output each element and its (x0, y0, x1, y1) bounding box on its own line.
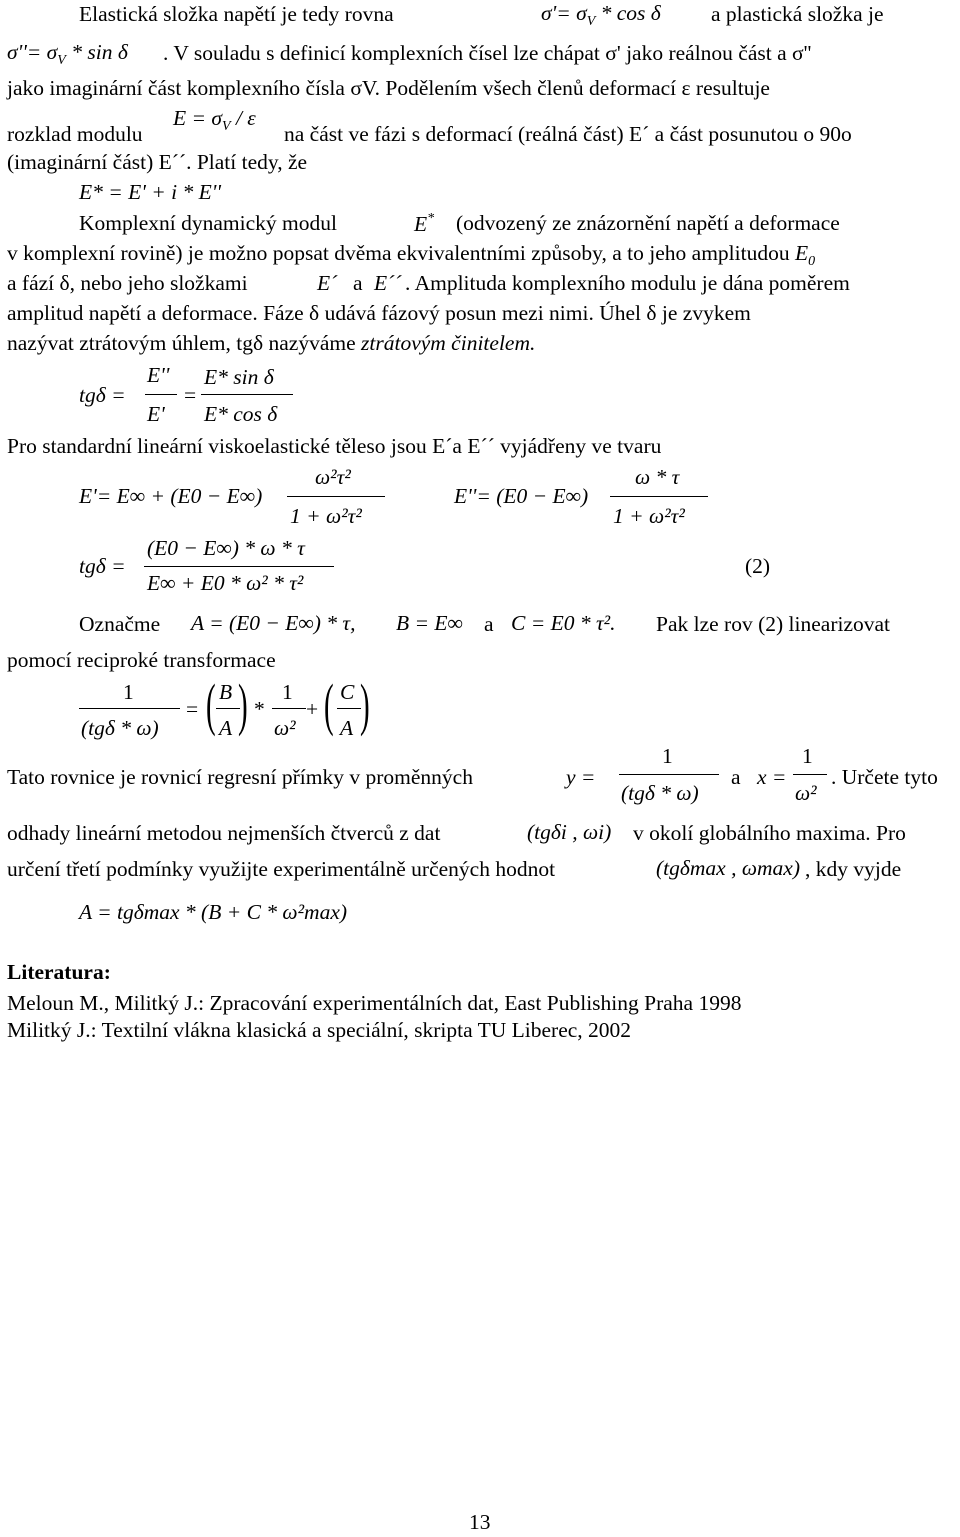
text-line: určení třetí podmínky využijte experimentálně určených hodnot (7, 857, 556, 881)
eq4-lhs: tgδ = (79, 554, 126, 578)
paren-right: ) (238, 672, 248, 737)
eq5-B: B (219, 680, 233, 704)
data-pair: (tgδi , ωi) (527, 820, 612, 844)
equation-complex-modulus: E* = E' + i * E'' (79, 180, 221, 204)
fraction-bar (287, 496, 385, 497)
eq3-den2: 1 + ω²τ² (613, 504, 685, 528)
x-den: ω² (795, 781, 817, 805)
symbol-E-prime: E´ (317, 271, 338, 295)
references-heading: Literatura: (7, 960, 111, 984)
text-line: v okolí globálního maxima. Pro (633, 821, 906, 845)
text-line: na část ve fázi s deformací (reálná část) E´ a část posunutou o 90o (284, 122, 852, 146)
eq2-lhs: tgδ = (79, 383, 126, 407)
reference-item: Meloun M., Militký J.: Zpracování experimentálních dat, East Publishing Praha 1998 (7, 991, 742, 1015)
equation-label: (2) (745, 554, 771, 578)
text-line: (odvozený ze znázornění napětí a deformace (456, 211, 840, 235)
equation-sigma-prime: $\sigma'= \sigma_V * \cos \delta$ (541, 1, 661, 29)
text-line: Pak lze rov (2) linearizovat (656, 612, 891, 636)
text-line: odhady lineární metodou nejmenších čtverců z dat (7, 821, 441, 845)
eq5-den2: ω² (274, 716, 296, 740)
text-line: . V souladu s definicí komplexních čísel lze chápat σ' jako reálnou část a σ'' (163, 41, 812, 65)
eq3-num2: ω * τ (635, 465, 680, 489)
eq4-num: (E0 − E∞) * ω * τ (147, 536, 305, 560)
equation-A: A = tgδmax * (B + C * ω²max) (79, 900, 348, 924)
text-line: Elastická složka napětí je tedy rovna (79, 2, 394, 26)
text-line: rozklad modulu (7, 122, 143, 146)
equation-sigma-double-prime: $\sigma''= \sigma_V * \sin \delta$ (7, 40, 128, 68)
eq5-A1: A (219, 716, 233, 740)
text-line: (imaginární část) E´´. Platí tedy, že (7, 150, 308, 174)
eq5-A2: A (340, 716, 354, 740)
paren-left: ( (206, 672, 216, 737)
fraction-bar (619, 774, 719, 775)
text-line: . Určete tyto (831, 765, 938, 789)
eq3-den1: 1 + ω²τ² (290, 504, 362, 528)
fraction-bar (793, 774, 827, 775)
def-C: C = E0 * τ². (511, 611, 616, 635)
eq2-equals: = (184, 383, 197, 407)
eq5-num1: 1 (123, 680, 134, 704)
text-line: Komplexní dynamický modul (79, 211, 337, 235)
eq2-num2: E* sin δ (204, 365, 274, 389)
y-lhs: y = (566, 765, 596, 789)
equation-modulus: $E = \sigma_V / \varepsilon$ (173, 106, 256, 134)
fraction-bar (145, 394, 177, 395)
eq2-den2: E* cos δ (204, 402, 278, 426)
text-line: a (484, 612, 494, 636)
paren-right: ) (360, 672, 370, 737)
eq3-lhs2: E''= (E0 − E∞) (454, 484, 589, 508)
eq5-den1: (tgδ * ω) (81, 716, 159, 740)
text-line: Označme (79, 612, 161, 636)
text-line: , kdy vyjde (805, 857, 902, 881)
text-line: a plastická složka je (711, 2, 884, 26)
y-num: 1 (662, 744, 673, 768)
def-A: A = (E0 − E∞) * τ, (191, 611, 356, 635)
text-line: a (731, 765, 741, 789)
fraction-bar (337, 708, 361, 709)
def-B: B = E∞ (396, 611, 463, 635)
fraction-bar (144, 566, 334, 567)
fraction-bar (272, 708, 306, 709)
text-line: . Amplituda komplexního modulu je dána poměrem (405, 271, 850, 295)
max-pair: (tgδmax , ωmax) (656, 856, 800, 880)
text-line: v komplexní rovině) je možno popsat dvěma ekvivalentními způsoby, a to jeho amplitudou $E_0$ (7, 241, 816, 269)
text-line: Tato rovnice je rovnicí regresní přímky v proměnných (7, 765, 473, 789)
text-line: a fází δ, nebo jeho složkami (7, 271, 248, 295)
eq5-equals: = (186, 697, 199, 721)
eq2-den1: E' (147, 402, 165, 426)
fraction-bar (610, 496, 708, 497)
eq5-plus: + (306, 697, 319, 721)
paren-left: ( (324, 672, 334, 737)
text-line: amplitud napětí a deformace. Fáze δ udává fázový posun mezi nimi. Úhel δ je zvykem (7, 301, 751, 325)
eq5-mul: * (254, 697, 265, 721)
reference-item: Militký J.: Textilní vlákna klasická a speciální, skripta TU Liberec, 2002 (7, 1018, 632, 1042)
text-line: a (353, 271, 363, 295)
page-number: 13 (469, 1510, 491, 1534)
symbol-E-star: E* (414, 211, 435, 236)
text-line: Pro standardní lineární viskoelastické těleso jsou E´a E´´ vyjádřeny ve tvaru (7, 434, 662, 458)
text-line: nazývat ztrátovým úhlem, tgδ nazýváme ztrátovým činitelem. (7, 331, 536, 355)
symbol-E-double-prime: E´´ (374, 271, 402, 295)
eq4-den: E∞ + E0 * ω² * τ² (147, 571, 304, 595)
eq5-num2: 1 (282, 680, 293, 704)
text-line: pomocí reciproké transformace (7, 648, 276, 672)
eq3-lhs1: E'= E∞ + (E0 − E∞) (79, 484, 263, 508)
eq2-num1: E'' (147, 363, 170, 387)
fraction-bar (216, 708, 240, 709)
text-line: jako imaginární část komplexního čísla σV. Podělením všech členů deformací ε resultuje (7, 76, 770, 100)
eq3-num1: ω²τ² (315, 465, 351, 489)
y-den: (tgδ * ω) (621, 781, 699, 805)
fraction-bar (201, 394, 293, 395)
eq5-C: C (340, 680, 355, 704)
x-lhs: x = (757, 765, 787, 789)
x-num: 1 (802, 744, 813, 768)
fraction-bar (79, 708, 180, 709)
